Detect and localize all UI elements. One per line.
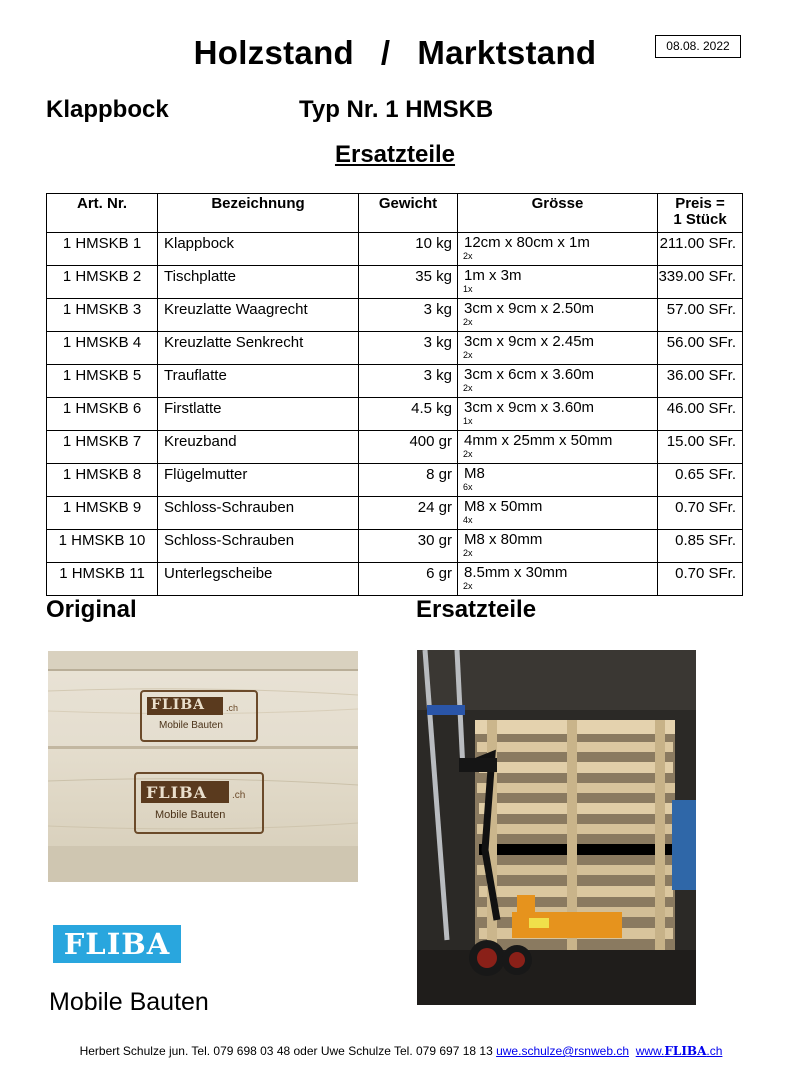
table-row: [47, 233, 743, 266]
cell-preis: 36.00 SFr.: [658, 365, 743, 398]
cell-quantity: 2x: [463, 449, 473, 459]
cell-gewicht: 10 kg: [359, 233, 458, 266]
cell-gewicht: 6 gr: [359, 563, 458, 596]
cell-bezeichnung: Kreuzlatte Senkrecht: [158, 332, 359, 365]
cell-quantity: 2x: [463, 317, 473, 327]
cell-groesse-value: M8 x 50mm: [464, 498, 543, 515]
original-photo: [48, 651, 358, 882]
cell-groesse-value: 12cm x 80cm x 1m: [464, 234, 590, 251]
cell-groesse-value: M8 x 80mm: [464, 531, 543, 548]
cell-bezeichnung: Trauflatte: [158, 365, 359, 398]
cell-art-nr: 1 HMSKB 3: [47, 299, 158, 332]
cell-preis: 15.00 SFr.: [658, 431, 743, 464]
col-header-preis: [658, 194, 743, 233]
table-row: [47, 464, 743, 497]
table-row: [47, 332, 743, 365]
cell-bezeichnung: Schloss-Schrauben: [158, 497, 359, 530]
cell-gewicht: 8 gr: [359, 464, 458, 497]
cell-bezeichnung: Schloss-Schrauben: [158, 530, 359, 563]
stamp-top-brand: FLIBA: [151, 697, 206, 713]
section-title: Ersatzteile: [334, 141, 456, 168]
footer-contact: Herbert Schulze jun. Tel. 079 698 03 48 oder Uwe Schulze Tel. 079 697 18 13: [79, 1044, 493, 1058]
cell-quantity: 2x: [463, 350, 473, 360]
original-heading: Original: [46, 596, 137, 623]
table-header-row: [47, 194, 743, 233]
cell-groesse-value: M8: [464, 465, 485, 482]
footer-web-brand: FLIBA: [664, 1044, 707, 1058]
footer-email-link[interactable]: uwe.schulze@rsnweb.ch: [496, 1044, 630, 1058]
cell-groesse-value: 1m x 3m: [464, 267, 522, 284]
cell-art-nr: 1 HMSKB 7: [47, 431, 158, 464]
page-title: Holzstand / Marktstand: [193, 34, 597, 71]
cell-quantity: 1x: [463, 416, 473, 426]
col-header-preis-line2: 1 Stück: [673, 211, 727, 228]
cell-gewicht: 4.5 kg: [359, 398, 458, 431]
cell-art-nr: 1 HMSKB 10: [47, 530, 158, 563]
cell-gewicht: 3 kg: [359, 365, 458, 398]
cell-art-nr: 1 HMSKB 2: [47, 266, 158, 299]
cell-quantity: 2x: [463, 251, 473, 261]
footer-web-link[interactable]: [636, 1044, 723, 1058]
ersatzteile-photo: [417, 650, 696, 1005]
cell-bezeichnung: Klappbock: [158, 233, 359, 266]
col-header-art: Art. Nr.: [47, 194, 158, 233]
parts-table: [46, 193, 743, 596]
table-row: [47, 365, 743, 398]
col-header-groesse: Grösse: [458, 194, 658, 233]
cell-preis: 0.70 SFr.: [658, 563, 743, 596]
table-row: [47, 398, 743, 431]
stamp-bottom-brand: FLIBA: [146, 783, 208, 802]
table-row: [47, 530, 743, 563]
cell-gewicht: 35 kg: [359, 266, 458, 299]
date-box: 08.08. 2022: [655, 35, 741, 58]
cell-art-nr: 1 HMSKB 6: [47, 398, 158, 431]
stamp-bottom-sub: Mobile Bauten: [155, 809, 226, 821]
cell-quantity: 2x: [463, 548, 473, 558]
cell-art-nr: 1 HMSKB 5: [47, 365, 158, 398]
product-name: Klappbock: [46, 96, 169, 123]
cell-groesse: [458, 266, 658, 299]
cell-art-nr: 1 HMSKB 4: [47, 332, 158, 365]
cell-art-nr: 1 HMSKB 11: [47, 563, 158, 596]
cell-groesse: [458, 398, 658, 431]
cell-gewicht: 30 gr: [359, 530, 458, 563]
cell-groesse-value: 3cm x 6cm x 3.60m: [464, 366, 595, 383]
cell-bezeichnung: Unterlegscheibe: [158, 563, 359, 596]
cell-groesse-value: 8.5mm x 30mm: [464, 564, 568, 581]
table-row: [47, 299, 743, 332]
cell-bezeichnung: Kreuzband: [158, 431, 359, 464]
footer-web-suffix: .ch: [706, 1044, 723, 1058]
cell-preis: 56.00 SFr.: [658, 332, 743, 365]
cell-groesse: [458, 530, 658, 563]
cell-gewicht: 400 gr: [359, 431, 458, 464]
cell-preis: 46.00 SFr.: [658, 398, 743, 431]
cell-bezeichnung: Kreuzlatte Waagrecht: [158, 299, 359, 332]
cell-preis: 57.00 SFr.: [658, 299, 743, 332]
cell-gewicht: 3 kg: [359, 299, 458, 332]
cell-quantity: 4x: [463, 515, 473, 525]
table-row: [47, 563, 743, 596]
cell-groesse: [458, 464, 658, 497]
cell-art-nr: 1 HMSKB 1: [47, 233, 158, 266]
stamp-bottom-suffix: .ch: [232, 790, 246, 801]
fliba-logo: FLIBA: [53, 925, 181, 963]
footer: [0, 1044, 785, 1058]
cell-bezeichnung: Firstlatte: [158, 398, 359, 431]
col-header-bezeichnung: Bezeichnung: [158, 194, 359, 233]
col-header-gewicht: Gewicht: [359, 194, 458, 233]
cell-quantity: 2x: [463, 581, 473, 591]
cell-groesse-value: 3cm x 9cm x 2.50m: [464, 300, 595, 317]
cell-preis: 339.00 SFr.: [658, 266, 743, 299]
stamp-top-suffix: .ch: [226, 703, 239, 713]
cell-groesse: [458, 497, 658, 530]
cell-gewicht: 3 kg: [359, 332, 458, 365]
cell-groesse: [458, 332, 658, 365]
logo-subtitle: Mobile Bauten: [49, 988, 209, 1016]
cell-preis: 0.65 SFr.: [658, 464, 743, 497]
cell-groesse: [458, 563, 658, 596]
cell-preis: 211.00 SFr.: [658, 233, 743, 266]
cell-groesse: [458, 365, 658, 398]
cell-art-nr: 1 HMSKB 9: [47, 497, 158, 530]
cell-quantity: 1x: [463, 284, 473, 294]
table-row: [47, 497, 743, 530]
cell-groesse-value: 3cm x 9cm x 3.60m: [464, 399, 595, 416]
footer-web-prefix: www.: [635, 1044, 665, 1058]
cell-groesse-value: 4mm x 25mm x 50mm: [464, 432, 613, 449]
cell-preis: 0.85 SFr.: [658, 530, 743, 563]
cell-bezeichnung: Flügelmutter: [158, 464, 359, 497]
cell-groesse-value: 3cm x 9cm x 2.45m: [464, 333, 595, 350]
cell-art-nr: 1 HMSKB 8: [47, 464, 158, 497]
cell-quantity: 6x: [463, 482, 473, 492]
product-type-number: Typ Nr. 1 HMSKB: [299, 96, 494, 123]
cell-gewicht: 24 gr: [359, 497, 458, 530]
ersatzteile-heading: Ersatzteile: [416, 596, 537, 623]
table-row: [47, 266, 743, 299]
cell-groesse: [458, 299, 658, 332]
cell-bezeichnung: Tischplatte: [158, 266, 359, 299]
cell-groesse: [458, 233, 658, 266]
stamp-top-sub: Mobile Bauten: [159, 720, 223, 731]
table-row: [47, 431, 743, 464]
col-header-preis-line1: Preis =: [675, 195, 725, 212]
cell-preis: 0.70 SFr.: [658, 497, 743, 530]
cell-groesse: [458, 431, 658, 464]
cell-quantity: 2x: [463, 383, 473, 393]
